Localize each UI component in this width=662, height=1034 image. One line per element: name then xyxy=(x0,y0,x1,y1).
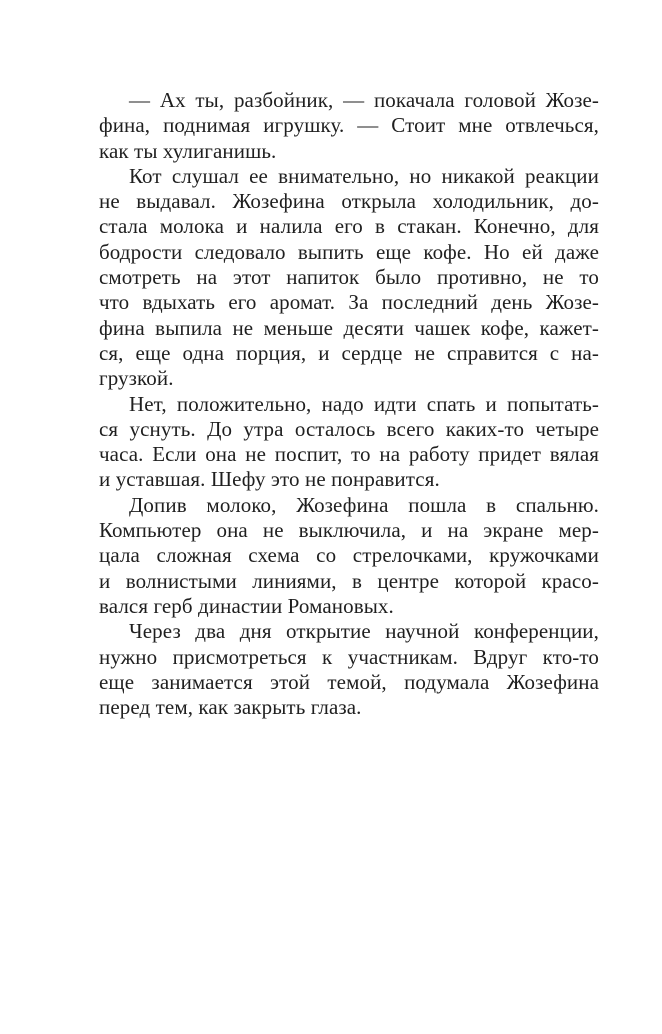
text-line: смотреть на этот напиток было противно, не то xyxy=(99,265,599,290)
book-page-text xyxy=(99,88,599,720)
text-line: стала молока и налила его в стакан. Конечно, для xyxy=(99,214,599,239)
text-line: фина выпила не меньше десяти чашек кофе, кажет- xyxy=(99,315,599,340)
paragraph xyxy=(99,392,599,493)
text-line: еще занимается этой темой, подумала Жозефина xyxy=(99,669,599,694)
text-line: часа. Если она не поспит, то на работу придет вялая xyxy=(99,442,599,467)
text-line: Через два дня открытие научной конференции, xyxy=(129,619,599,644)
text-line: бодрости следовало выпить еще кофе. Но ей даже xyxy=(99,239,599,264)
text-line: не выдавал. Жозефина открыла холодильник, до- xyxy=(99,189,599,214)
text-line: Компьютер она не выключила, и на экране мер- xyxy=(99,518,599,543)
text-line: и уставшая. Шефу это не понравится. xyxy=(99,467,440,492)
text-line: вался герб династии Романовых. xyxy=(99,593,394,618)
text-line: — Ах ты, разбойник, — покачала головой Жозе- xyxy=(129,88,599,112)
text-line: ся, еще одна порция, и сердце не справится с на- xyxy=(99,340,599,365)
text-line: цала сложная схема со стрелочками, кружочками xyxy=(99,543,599,568)
text-line: Кот слушал ее внимательно, но никакой реакции xyxy=(129,163,599,188)
text-line: нужно присмотреться к участникам. Вдруг кто-то xyxy=(99,644,599,669)
paragraph xyxy=(99,619,599,720)
text-line: Нет, положительно, надо идти спать и попытать- xyxy=(129,391,599,416)
text-line: Допив молоко, Жозефина пошла в спальню. xyxy=(129,492,599,517)
text-line: фина, поднимая игрушку. — Стоит мне отвлечься, xyxy=(99,113,599,138)
text-line: перед тем, как закрыть глаза. xyxy=(99,695,362,720)
paragraph xyxy=(99,493,599,619)
text-line: что вдыхать его аромат. За последний день Жозе- xyxy=(99,290,599,315)
text-line: ся уснуть. До утра осталось всего каких-то четыре xyxy=(99,416,599,441)
paragraph xyxy=(99,164,599,392)
text-line: как ты хулиганишь. xyxy=(99,138,277,163)
text-line: грузкой. xyxy=(99,366,174,391)
text-line: и волнистыми линиями, в центре которой красо- xyxy=(99,568,599,593)
paragraph xyxy=(99,88,599,164)
